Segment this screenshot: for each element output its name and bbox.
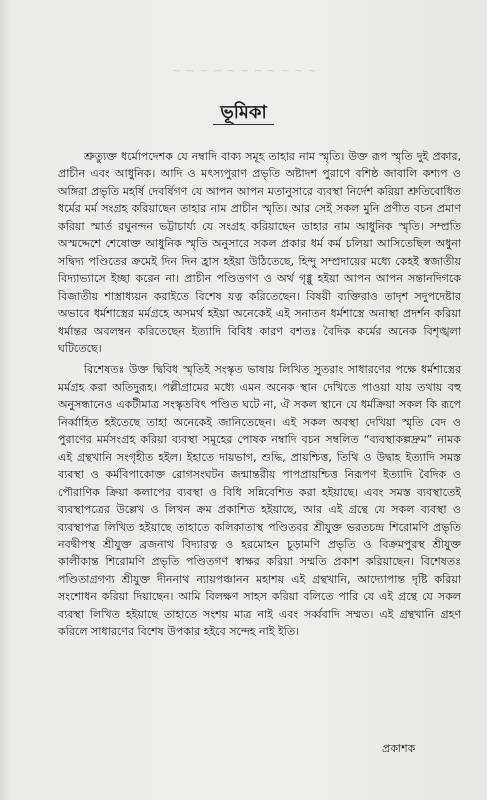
preface-body — [58, 148, 461, 641]
paragraph-2: বিশেষতঃ উক্ত দ্বিবিধ স্মৃতিই সংস্কৃত ভাষায় লিখিত সুতরাং সাধারণের পক্ষে ধর্মশাস্ত্রের মর্মগ্রহ করা অতিদুরূহ। পল্লীগ্রামের মধ্যে এমন অনেক স্থান দেখিতে পাওয়া যায় তথায় বহু অনুসন্ধানেও একটীমাত্র সংস্কৃতবিৎ পণ্ডিত ঘটে না, ঐ সকল স্থানে যে ধর্মক্রিয়া সকল কি রূপে নির্ব্বাহিত হইতেছে তাহা অনেকেই জানিতেছেন। এই সকল অবস্থা দেখিয়া স্মৃতি বেদ ও পুরাণের মর্মসংগ্রহ করিয়া ব্যবস্থা সমূহের পোষক নম্বাদি বচন সম্বলিত “ব্যবস্থাকল্পদ্রুম” নামক এই গ্রন্থখানি সংগৃহীত হইল। ইহাতে দায়ভাগ, শুদ্ধি, প্রায়শ্চিত্ত, তিথি ও উদ্বাহ ইত্যাদি সমস্ত ব্যবস্থা ও কর্মবিপাকোক্ত রোগসংঘটন জন্মান্তরীয় পাপপ্রায়শ্চিত্ত নিরূপণ ইত্যাদি বৈদিক ও পৌরাণিক ক্রিয়া কলাপের ব্যবস্থা ও বিধি সন্নিবেশিত করা হইয়াছে। এবং সমস্ত ব্যবস্থাতেই ব্যবস্থাপত্রের উল্লেখ ও লিখন ক্রম প্রকাশিত হইয়াছে, আর এই গ্রন্থে যে সকল ব্যবস্থা ও ব্যবস্থাপত্র লিখিত হইয়াছে তাহাতে কলিকাতাস্থ পণ্ডিতবর শ্রীযুক্ত ভরতচন্দ্র শিরোমণি প্রভৃতি নবদ্বীপস্থ শ্রীযুক্ত ব্রজনাথ বিদ্যারত্ন ও হরমোহন চূড়ামণি প্রভৃতি ও বিক্রমপুরস্থ শ্রীযুক্ত কালীকান্ত শিরোমণি প্রভৃতি পণ্ডিতগণ স্বাক্ষর করিয়া সম্মতি প্রকাশ করিয়াছেন। বিশেষতঃ পণ্ডিতাগ্রগণ্য শ্রীযুক্ত দীননাথ ন্যায়পঞ্চানন মহাশয় এই গ্রন্থখানি, আদ্যোপান্ত দৃষ্টি করিয়া সংশোধন করিয়া দিয়াছেন। আমি বিলক্ষণ সাহস করিয়া বলিতে পারি যে এই গ্রন্থে যে সকল ব্যবস্থা লিখিত হইয়াছে তাহাতে সংশয় মাত্র নাই এবং সর্ব্ববাদি সম্মত। এই গ্রন্থখানি গ্রহণ করিলে সাধারণের বিশেষ উপকার হইবে সন্দেহ নাই ইতি। — [58, 363, 461, 639]
page-title: ভূমিকা — [220, 102, 267, 123]
bleed-through-text: ~ ~ ~ ~ ~ ~ ~ ~ ~ ~ ~ — [172, 66, 318, 76]
title-underline — [213, 124, 274, 125]
publisher-signature: প্রকাশক — [382, 742, 416, 755]
paragraph-1: শ্রুত্যুক্ত ধর্মোপদেশক যে নম্বাদি বাক্য সমূহ তাহার নাম স্মৃতি। উক্ত রূপ স্মৃতি দুই প্রকার, প্রাচীন এবং আধুনিক। আদি ও মৎস্যপুরাণ প্রভৃতি অষ্টাদশ পুরাণে বশিষ্ঠ জাবালি কশ্যপ ও অঙ্গিরা প্রভৃতি মহর্ষি দেবর্ষিগণ যে আপন আপন মতানুসারে ব্যবস্থা নির্দেশ করিয়া শ্রুতিবোধিত ধর্মের মর্ম সংগ্রহ করিয়াছেন তাহার নাম প্রাচীন স্মৃতি। আর সেই সকল মুনি প্রণীত বচন প্রমাণ করিয়া স্মার্ত রঘুনন্দন ভট্টাচার্য্য যে সংগ্রহ করিয়াছেন তাহার নাম আধুনিক স্মৃতি। সম্প্রতি অস্মদ্দেশে শেষোক্ত আধুনিক স্মৃতি অনুসারে সকল প্রকার ধর্ম কর্ম চলিয়া আসিতেছিল অধুনা সদ্বিদ্য পণ্ডিতের ক্রমেই দিন দিন হ্রাস হইয়া উঠিতেছে, হিন্দু সম্প্রদায়ের মধ্যে কেহই স্বজাতীয় বিদ্যাভ্যাসে ইচ্ছা করেন না। প্রাচীন পণ্ডিতগণ ও অর্থ গৃধ্নু হইয়া আপন আপন সন্তানদিগকে বিজাতীয় শাস্ত্রাধ্যয়ন করাইতে বিশেষ যত্ন করিতেছেন। বিষয়ী ব্যক্তিরাও তাদৃশ সদুপদেষ্টার অভাবে ধর্মশাস্ত্রের মর্মগ্রহে অসমর্থ হইয়া অনেকেই এই সনাতন ধর্মশাস্ত্রে অনাস্থা প্রদর্শন করিয়া ধর্মান্তর অবলম্বন করিতেছেন ইত্যাদি বিবিধ কারণ বশতঃ বৈদিক কর্মের অনেক বিশৃঙ্খলা ঘটিতেছে। — [58, 150, 461, 355]
